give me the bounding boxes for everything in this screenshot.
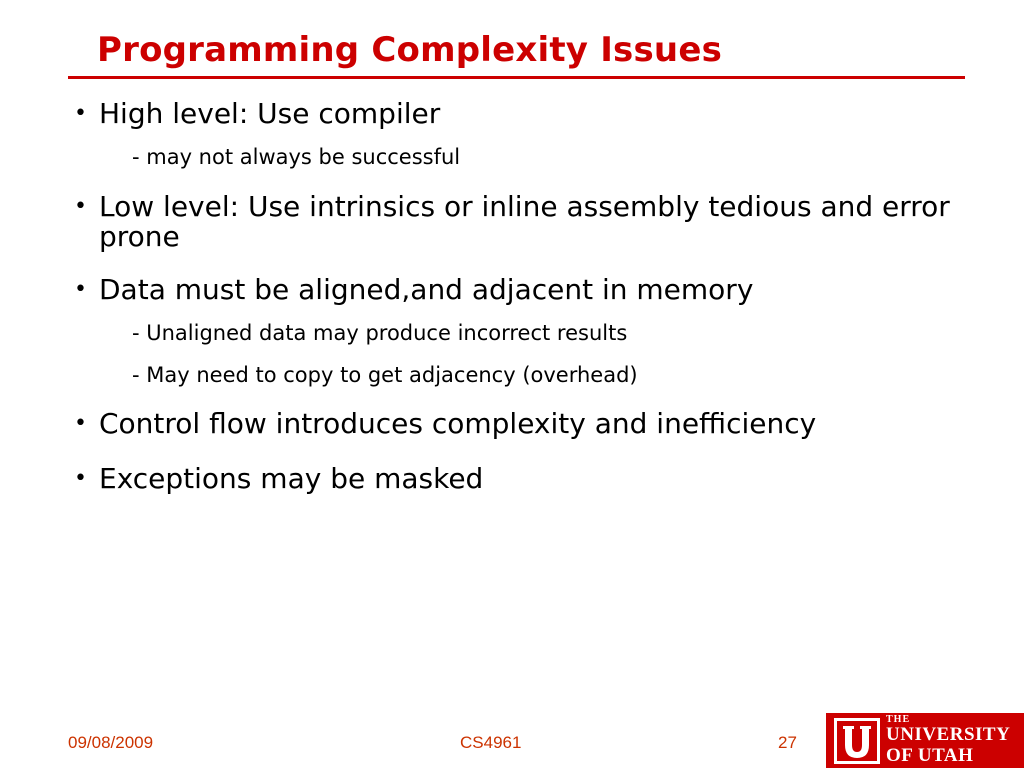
sub-bullet-text: - may not always be successful xyxy=(132,145,461,169)
sub-bullet-text: - Unaligned data may produce incorrect results xyxy=(132,321,628,345)
bullet-icon: • xyxy=(74,411,87,436)
bullet-icon: • xyxy=(74,101,87,126)
sub-bullet-item xyxy=(72,320,952,346)
bullet-icon: • xyxy=(74,277,87,302)
logo-university: UNIVERSITY xyxy=(886,724,1011,745)
logo-of-utah: OF UTAH xyxy=(886,745,974,766)
bullet-icon: • xyxy=(74,194,87,219)
title-underline xyxy=(68,76,965,79)
bullet-item xyxy=(72,408,952,440)
bullet-text: Data must be aligned,and adjacent in memory xyxy=(99,273,754,306)
logo-wordmark xyxy=(886,715,1010,765)
sub-bullet-item xyxy=(72,144,952,170)
footer-page-number: 27 xyxy=(778,733,797,752)
bullet-item xyxy=(72,192,952,252)
footer-course: CS4961 xyxy=(460,733,522,752)
sub-bullet-item xyxy=(72,362,952,388)
bullet-item xyxy=(72,274,952,306)
bullet-text: Exceptions may be masked xyxy=(99,462,484,495)
slide-title: Programming Complexity Issues xyxy=(97,30,723,70)
bullet-text: Low level: Use intrinsics or inline assembly tedious and error prone xyxy=(99,190,950,253)
university-u-logo-icon xyxy=(834,718,880,764)
slide-content xyxy=(72,98,952,495)
university-logo xyxy=(826,713,1024,768)
bullet-item xyxy=(72,98,952,130)
footer-date: 09/08/2009 xyxy=(68,733,154,752)
bullet-icon: • xyxy=(74,466,87,491)
logo-the: THE xyxy=(886,714,911,725)
bullet-item xyxy=(72,463,952,495)
sub-bullet-text: - May need to copy to get adjacency (overhead) xyxy=(132,363,638,387)
bullet-text: High level: Use compiler xyxy=(99,97,441,130)
bullet-text: Control flow introduces complexity and inefficiency xyxy=(99,407,817,440)
